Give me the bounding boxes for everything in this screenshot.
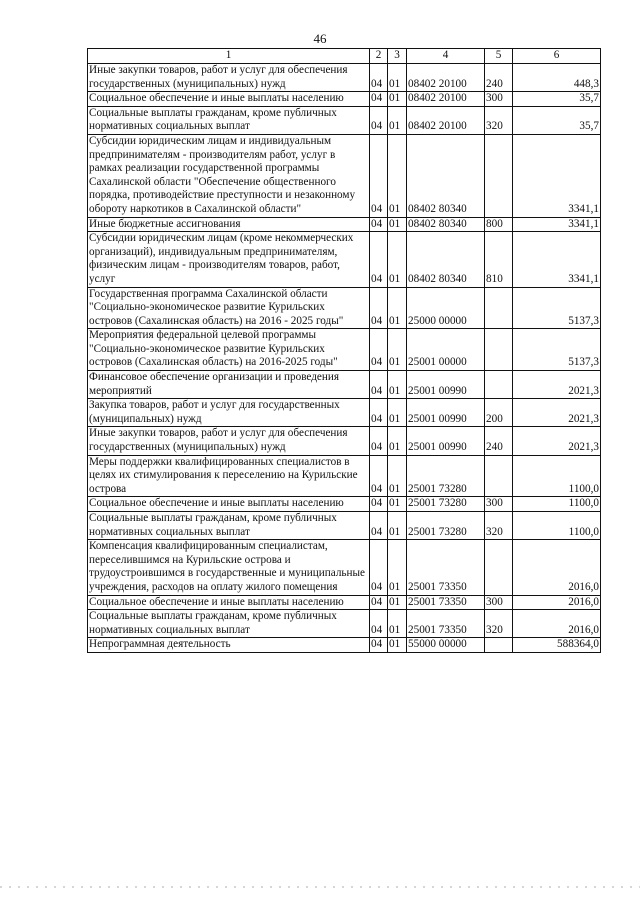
table-row xyxy=(88,217,601,232)
cell-expense-type xyxy=(485,371,513,399)
cell-target-article: 25001 00000 xyxy=(407,329,485,371)
cell-subsection: 01 xyxy=(388,455,407,497)
cell-name: Субсидии юридическим лицам (кроме некоммерческих организаций), индивидуальным предпринимателям, физическим лицам - производителям товаров, работ, услуг xyxy=(88,232,370,287)
cell-expense-type: 810 xyxy=(485,232,513,287)
cell-target-article: 25001 73280 xyxy=(407,455,485,497)
cell-target-article: 08402 20100 xyxy=(407,106,485,134)
cell-section: 04 xyxy=(370,134,388,217)
table-row xyxy=(88,329,601,371)
table-header xyxy=(88,49,601,64)
cell-amount: 2021,3 xyxy=(513,371,601,399)
table-row xyxy=(88,287,601,329)
cell-amount: 2016,0 xyxy=(513,595,601,610)
table-row xyxy=(88,595,601,610)
header-col-expense-type: 5 xyxy=(485,49,513,64)
cell-amount: 3341,1 xyxy=(513,134,601,217)
cell-target-article: 25001 00990 xyxy=(407,371,485,399)
cell-target-article: 25001 73350 xyxy=(407,610,485,638)
cell-section: 04 xyxy=(370,371,388,399)
cell-subsection: 01 xyxy=(388,92,407,107)
cell-target-article: 25001 00990 xyxy=(407,399,485,427)
cell-amount: 2016,0 xyxy=(513,540,601,595)
cell-subsection: 01 xyxy=(388,287,407,329)
cell-name: Социальное обеспечение и иные выплаты населению xyxy=(88,92,370,107)
cell-section: 04 xyxy=(370,287,388,329)
cell-name: Иные бюджетные ассигнования xyxy=(88,217,370,232)
cell-subsection: 01 xyxy=(388,329,407,371)
cell-expense-type: 200 xyxy=(485,399,513,427)
table-row xyxy=(88,540,601,595)
cell-expense-type: 800 xyxy=(485,217,513,232)
cell-name: Социальные выплаты гражданам, кроме публичных нормативных социальных выплат xyxy=(88,106,370,134)
cell-subsection: 01 xyxy=(388,610,407,638)
cell-expense-type xyxy=(485,287,513,329)
table-row xyxy=(88,232,601,287)
cell-amount: 5137,3 xyxy=(513,329,601,371)
table-row xyxy=(88,455,601,497)
header-col-subsection: 3 xyxy=(388,49,407,64)
table-row xyxy=(88,638,601,653)
table-row xyxy=(88,427,601,455)
cell-amount: 2021,3 xyxy=(513,427,601,455)
cell-expense-type: 320 xyxy=(485,610,513,638)
cell-expense-type xyxy=(485,638,513,653)
cell-amount: 3341,1 xyxy=(513,217,601,232)
cell-target-article: 08402 80340 xyxy=(407,134,485,217)
cell-subsection: 01 xyxy=(388,399,407,427)
cell-expense-type xyxy=(485,134,513,217)
cell-section: 04 xyxy=(370,595,388,610)
table-row xyxy=(88,610,601,638)
table-row xyxy=(88,371,601,399)
cell-name: Государственная программа Сахалинской области "Социально-экономическое развитие Курильских островов (Сахалинская область) на 2016 - 2025 годы" xyxy=(88,287,370,329)
cell-target-article: 25001 73350 xyxy=(407,595,485,610)
cell-target-article: 25001 00990 xyxy=(407,427,485,455)
table-row xyxy=(88,64,601,92)
cell-expense-type xyxy=(485,329,513,371)
cell-subsection: 01 xyxy=(388,638,407,653)
cell-target-article: 25000 00000 xyxy=(407,287,485,329)
cell-section: 04 xyxy=(370,64,388,92)
cell-name: Компенсация квалифицированным специалистам, переселившимся на Курильские острова и трудоустроившимся в государственные и муниципальные учреждения, расходов на оплату жилого помещения xyxy=(88,540,370,595)
header-col-amount: 6 xyxy=(513,49,601,64)
cell-amount: 1100,0 xyxy=(513,455,601,497)
cell-name: Иные закупки товаров, работ и услуг для обеспечения государственных (муниципальных) нужд xyxy=(88,64,370,92)
cell-name: Социальные выплаты гражданам, кроме публичных нормативных социальных выплат xyxy=(88,512,370,540)
cell-name: Иные закупки товаров, работ и услуг для обеспечения государственных (муниципальных) нужд xyxy=(88,427,370,455)
cell-name: Субсидии юридическим лицам и индивидуальным предпринимателям - производителям работ, услуг в рамках реализации государственной программы Сахалинской области "Обеспечение общественного порядка, противодействие преступности и незаконному обороту наркотиков в Сахалинской области" xyxy=(88,134,370,217)
cell-name: Социальное обеспечение и иные выплаты населению xyxy=(88,595,370,610)
cell-target-article: 25001 73280 xyxy=(407,512,485,540)
cell-section: 04 xyxy=(370,455,388,497)
cell-name: Непрограммная деятельность xyxy=(88,638,370,653)
cell-section: 04 xyxy=(370,217,388,232)
table-row xyxy=(88,399,601,427)
table-row xyxy=(88,106,601,134)
cell-amount: 588364,0 xyxy=(513,638,601,653)
cell-expense-type xyxy=(485,455,513,497)
page-number: 46 xyxy=(313,31,327,46)
cell-amount: 448,3 xyxy=(513,64,601,92)
cell-subsection: 01 xyxy=(388,540,407,595)
cell-section: 04 xyxy=(370,497,388,512)
cell-section: 04 xyxy=(370,512,388,540)
cell-expense-type: 320 xyxy=(485,106,513,134)
cell-section: 04 xyxy=(370,399,388,427)
cell-amount: 35,7 xyxy=(513,92,601,107)
cell-subsection: 01 xyxy=(388,371,407,399)
cell-section: 04 xyxy=(370,427,388,455)
cell-name: Закупка товаров, работ и услуг для государственных (муниципальных) нужд xyxy=(88,399,370,427)
cell-subsection: 01 xyxy=(388,232,407,287)
cell-target-article: 55000 00000 xyxy=(407,638,485,653)
header-row xyxy=(88,49,601,64)
header-col-name: 1 xyxy=(88,49,370,64)
cell-target-article: 08402 20100 xyxy=(407,92,485,107)
cell-target-article: 25001 73350 xyxy=(407,540,485,595)
cell-subsection: 01 xyxy=(388,512,407,540)
cell-section: 04 xyxy=(370,106,388,134)
cell-expense-type: 320 xyxy=(485,512,513,540)
cell-section: 04 xyxy=(370,540,388,595)
cell-subsection: 01 xyxy=(388,134,407,217)
cell-expense-type: 240 xyxy=(485,64,513,92)
cell-section: 04 xyxy=(370,610,388,638)
cell-amount: 3341,1 xyxy=(513,232,601,287)
cell-subsection: 01 xyxy=(388,106,407,134)
cell-amount: 2016,0 xyxy=(513,610,601,638)
cell-target-article: 08402 20100 xyxy=(407,64,485,92)
cell-amount: 1100,0 xyxy=(513,497,601,512)
cell-amount: 5137,3 xyxy=(513,287,601,329)
table-row xyxy=(88,92,601,107)
cell-target-article: 08402 80340 xyxy=(407,232,485,287)
cell-name: Социальные выплаты гражданам, кроме публичных нормативных социальных выплат xyxy=(88,610,370,638)
cell-name: Финансовое обеспечение организации и проведения мероприятий xyxy=(88,371,370,399)
cell-subsection: 01 xyxy=(388,64,407,92)
cell-target-article: 25001 73280 xyxy=(407,497,485,512)
cell-amount: 2021,3 xyxy=(513,399,601,427)
cell-amount: 1100,0 xyxy=(513,512,601,540)
table-row xyxy=(88,512,601,540)
cell-expense-type: 240 xyxy=(485,427,513,455)
cell-expense-type: 300 xyxy=(485,497,513,512)
cell-subsection: 01 xyxy=(388,427,407,455)
budget-table xyxy=(87,48,601,653)
table-body xyxy=(88,64,601,653)
header-col-target-article: 4 xyxy=(407,49,485,64)
cell-subsection: 01 xyxy=(388,595,407,610)
cell-section: 04 xyxy=(370,92,388,107)
cell-name: Мероприятия федеральной целевой программы "Социально-экономическое развитие Курильских островов (Сахалинская область) на 2016-2025 годы" xyxy=(88,329,370,371)
scan-noise-strip xyxy=(0,886,640,888)
cell-name: Социальное обеспечение и иные выплаты населению xyxy=(88,497,370,512)
cell-expense-type: 300 xyxy=(485,92,513,107)
cell-target-article: 08402 80340 xyxy=(407,217,485,232)
header-col-section: 2 xyxy=(370,49,388,64)
cell-expense-type xyxy=(485,540,513,595)
cell-subsection: 01 xyxy=(388,497,407,512)
cell-section: 04 xyxy=(370,638,388,653)
cell-name: Меры поддержки квалифицированных специалистов в целях их стимулирования к переселению на Курильские острова xyxy=(88,455,370,497)
cell-expense-type: 300 xyxy=(485,595,513,610)
table-row xyxy=(88,134,601,217)
table-row xyxy=(88,497,601,512)
cell-section: 04 xyxy=(370,232,388,287)
cell-amount: 35,7 xyxy=(513,106,601,134)
cell-section: 04 xyxy=(370,329,388,371)
cell-subsection: 01 xyxy=(388,217,407,232)
